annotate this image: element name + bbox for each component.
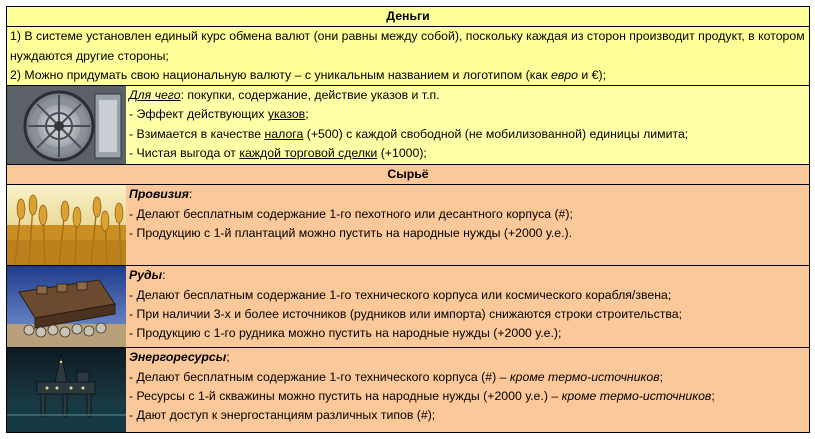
oil-platform-image xyxy=(7,348,126,432)
money-intro xyxy=(7,27,810,86)
provision-cell xyxy=(126,185,810,266)
ores-line-2: - При наличии 3-х и более источников (рудников или импорта) снижаются строки строительства; xyxy=(129,307,682,322)
provision-line-1: - Делают бесплатным содержание 1-го пехотного или десантного корпуса (#); xyxy=(129,206,573,221)
money-purpose xyxy=(126,86,810,165)
ore-image-cell xyxy=(7,266,126,348)
money-intro-line-2: 2) Можно придумать свою национальную валюту – с уникальным названием и логотипом (как евро и €); xyxy=(10,67,607,82)
energy-cell xyxy=(126,348,810,433)
provision-title: Провизия: xyxy=(129,187,193,202)
money-header: Деньги xyxy=(7,7,810,27)
wheat-image-cell xyxy=(7,185,126,266)
money-bullet-1: - Эффект действующих указов; xyxy=(129,107,309,122)
energy-image-cell xyxy=(7,348,126,433)
money-purpose-line: Для чего: покупки, содержание, действие указов и т.п. xyxy=(129,88,440,103)
vault-door-image xyxy=(7,86,126,164)
purpose-label: Для чего xyxy=(129,88,181,103)
ores-line-3: - Продукцию с 1-го рудника можно пустить на народные нужды (+2000 у.е.); xyxy=(129,326,562,341)
provision-line-2: - Продукцию с 1-й плантаций можно пустить на народные нужды (+2000 у.е.). xyxy=(129,226,573,241)
vault-image-cell xyxy=(7,86,126,165)
ores-line-1: - Делают бесплатным содержание 1-го технического корпуса или космического корабля/звена; xyxy=(129,287,672,302)
resources-table xyxy=(6,6,810,433)
ore-harvester-image xyxy=(7,266,126,347)
energy-title: Энергоресурсы; xyxy=(129,350,230,365)
wheat-field-image xyxy=(7,185,126,265)
ores-cell xyxy=(126,266,810,348)
energy-line-1: - Делают бесплатным содержание 1-го технического корпуса (#) – кроме термо-источников; xyxy=(129,369,664,384)
ores-title: Руды: xyxy=(129,268,166,283)
money-intro-line-1: 1) В системе установлен единый курс обмена валют (они равны между собой), поскольку каждая из сторон производит продукт, в котором нуждаются другие стороны; xyxy=(10,29,805,63)
money-bullet-3: - Чистая выгода от каждой торговой сделки (+1000); xyxy=(129,146,427,161)
energy-line-2: - Ресурсы с 1-й скважины можно пустить на народные нужды (+2000 у.е.) – кроме термо-источников; xyxy=(129,389,715,404)
resources-header: Сырьё xyxy=(7,165,810,185)
energy-line-3: - Дают доступ к энергостанциям различных типов (#); xyxy=(129,408,436,423)
money-bullet-2: - Взимается в качестве налога (+500) с каждой свободной (не мобилизованной) единицы лимита; xyxy=(129,126,689,141)
